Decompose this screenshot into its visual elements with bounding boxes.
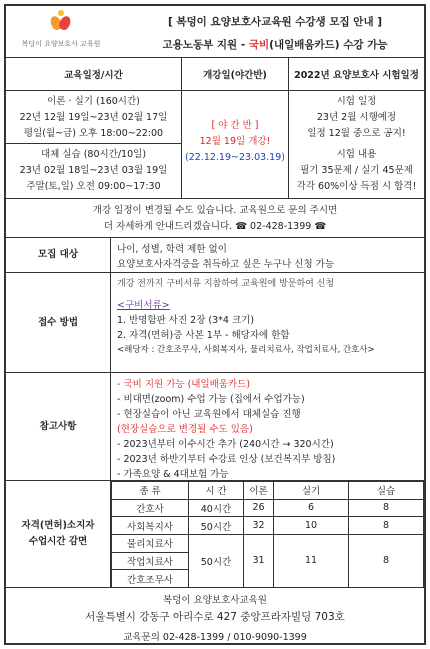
reference-item: (현장실습으로 변경될 수도 있음) — [117, 424, 253, 435]
reference-item: - 2023년부터 이수시간 추가 (240시간 → 320시간) — [117, 439, 334, 450]
page-title: [ 복덩이 요양보호사교육원 수강생 모집 안내 ] — [167, 16, 383, 28]
table-row: 작업치료사 — [112, 552, 424, 570]
section-label: 자격(면허)소지자 수업시간 감면 — [6, 481, 111, 587]
table-header: 실기 — [274, 482, 349, 500]
schedule-column-opening — [182, 58, 289, 198]
section-label: 모집 대상 — [6, 238, 111, 272]
reduction-table — [111, 481, 424, 588]
schedule-column-education — [6, 58, 182, 198]
col-header-opening: 개강일(야간반) — [182, 58, 288, 91]
col-header-exam: 2022년 요양보호사 시험일정 — [289, 58, 424, 91]
subsidy-highlight: 국비 — [248, 39, 270, 51]
table-header: 실습 — [349, 482, 424, 500]
academy-address: 서울특별시 강동구 아리수로 427 중앙프라자빌딩 703호 — [85, 611, 345, 623]
reference-item: - 2023년 하반기부터 수강료 인상 (보건복지부 방침) — [117, 454, 336, 465]
footer — [6, 588, 424, 645]
schedule-notice: 개강 일정이 변경될 수도 있습니다. 교육원으로 문의 주시면 더 자세하게 안내드리겠습니다. ☎ 02-428-1399 ☎ — [6, 198, 424, 238]
academy-name: 복덩이 요양보호사교육원 — [163, 595, 267, 606]
practice-schedule: 대체 실습 (80시간/10일) 23년 02월 18일~23년 03월 19일 주말(토,일) 오전 09:00~17:30 — [19, 149, 168, 192]
section-reference — [6, 373, 424, 481]
schedule-column-exam — [289, 58, 424, 198]
reference-item: - 국비 지원 가능 (내일배움카드) — [117, 379, 251, 390]
section-content — [111, 373, 424, 480]
exam-schedule: 시험 일정 23년 2월 시행예정 일정 12월 중으로 공지! — [307, 96, 406, 139]
section-content: 개강 전까지 구비서류 지참하여 교육원에 방문하여 신청 <구비서류> 1. 반명함판 사진 2장 (3*4 크기) 2. 자격(면허)증 사본 1부 - 해당자에 한함 <해당자 : 간호조무사, 사회복지사, 물리치료사, 작업치료사, 간호사> — [111, 273, 424, 372]
section-label: 참고사항 — [6, 373, 111, 480]
night-class-badge: [ 야 간 반 ] — [211, 120, 259, 131]
schedule-table — [6, 58, 424, 198]
table-row: 간호사 40시간 26 6 8 — [112, 499, 424, 517]
exam-content: 시험 내용 필기 35문제 / 실기 45문제 각각 60%이상 득점 시 합격! — [296, 149, 417, 192]
section-label: 접수 방법 — [6, 273, 111, 372]
table-header: 종 류 — [112, 482, 189, 500]
contact-info: 교육문의 02-428-1399 / 010-9090-1399 — [123, 632, 307, 643]
section-target — [6, 238, 424, 273]
page-subtitle: 고용노동부 지원 - 국비(내일배움카드) 수강 가능 — [162, 39, 388, 51]
table-row: 사회복지사 50시간 32 10 8 — [112, 517, 424, 535]
theory-schedule: 이론 · 실기 (160시간) 22년 12월 19일~23년 02월 17일 평일(월~금) 오후 18:00~22:00 — [6, 91, 181, 144]
logo-text: 복덩이 요양보호사 교육원 — [21, 40, 101, 48]
documents-heading: <구비서류> — [117, 300, 170, 311]
table-row: 간호조무사 — [112, 570, 424, 588]
logo-icon — [48, 10, 74, 36]
col-header-education: 교육일정/시간 — [6, 58, 181, 91]
reference-item: - 가족요양 & 4대보험 가능 — [117, 469, 229, 480]
header — [6, 6, 424, 58]
table-row: 물리치료사 50시간 31 11 8 — [112, 534, 424, 552]
reference-item: - 현장실습이 아닌 교육원에서 대체실습 진행 — [117, 409, 301, 420]
reference-item: - 비대면(zoom) 수업 가능 (집에서 수업가능) — [117, 394, 305, 405]
logo — [16, 10, 106, 54]
table-header: 이론 — [244, 482, 274, 500]
opening-date: [ 야 간 반 ] 12월 19일 개강! (22.12.19~23.03.19) — [182, 91, 288, 166]
section-hour-reduction — [6, 481, 424, 588]
section-application — [6, 273, 424, 373]
section-content: 나이, 성별, 학력 제한 없이 요양보호사자격증을 취득하고 싶은 누구나 신청 가능 — [117, 244, 334, 270]
table-header-row — [112, 482, 424, 500]
table-header: 시 간 — [189, 482, 244, 500]
flyer — [4, 4, 426, 645]
